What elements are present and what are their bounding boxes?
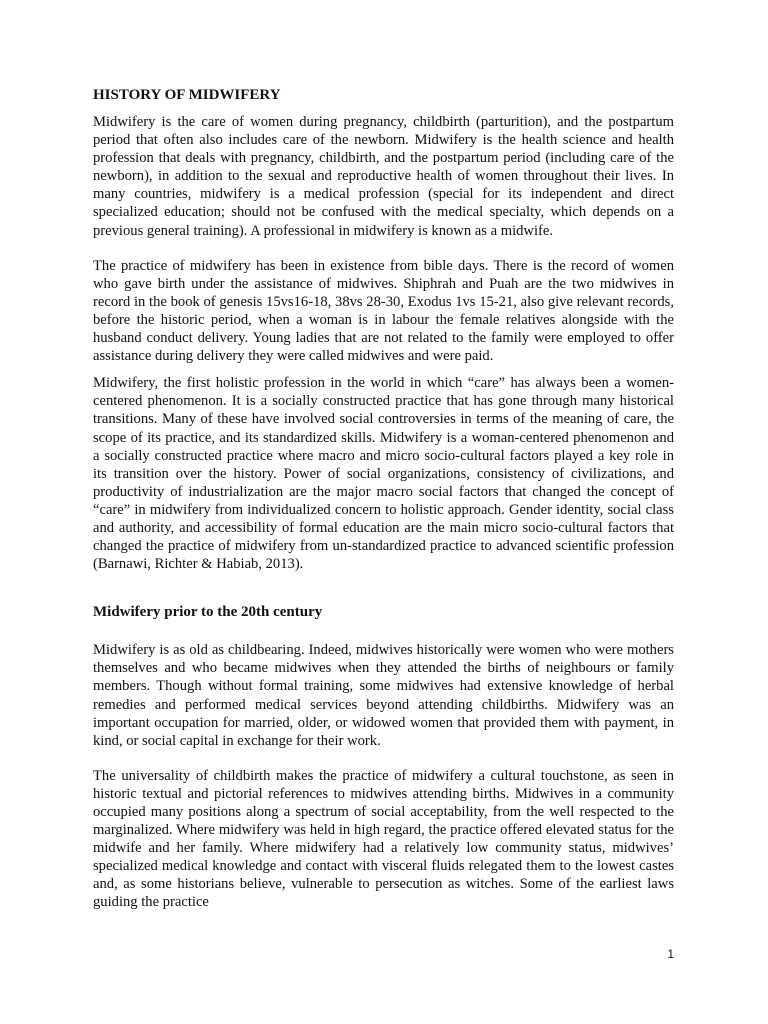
section-heading: Midwifery prior to the 20th century — [93, 604, 323, 621]
paragraph-definition: Midwifery is the care of women during pregnancy, childbirth (parturition), and the postpartum period that often also includes care of the newborn. Midwifery is the health science and health profession that deals with pregnancy, childbirth, and the postpartum period (including care of the newborn), in addition to the sexual and reproductive health of women throughout their lives. In many countries, midwifery is a medical profession (special for its independent and direct specialized education; should not be confused with the medical specialty, which depends on a previous general training). A professional in midwifery is known as a midwife. — [93, 114, 674, 239]
page-number: 1 — [667, 947, 674, 961]
page-content — [93, 86, 674, 912]
paragraph-universality-of-childbirth: The universality of childbirth makes the practice of midwifery a cultural touchstone, as seen in historic textual and pictorial references to midwives attending births. Midwives in a community occupied many positions along a spectrum of social acceptability, from the well respected to the marginalized. Where midwifery was held in high regard, the practice offered elevated status for the midwife and her family. Where midwifery had a relatively low community status, midwives’ specialized medical knowledge and contact with visceral fluids relegated them to the lowest castes and, as some historians believe, vulnerable to persecution as witches. Some of the earliest laws guiding the practice — [93, 767, 674, 911]
paragraph-old-as-childbearing: Midwifery is as old as childbearing. Indeed, midwives historically were women who were mothers themselves and who became midwives when they attended the births of neighbours or family members. Though without formal training, some midwives had extensive knowledge of herbal remedies and performed medical services beyond attending childbirths. Midwifery was an important occupation for married, older, or widowed women that provided them with payment, in kind, or social capital in exchange for their work. — [93, 642, 674, 749]
paragraph-holistic-profession: Midwifery, the first holistic profession in the world in which “care” has always been a women-centered phenomenon. It is a socially constructed practice that has gone through many historical transitions. Many of these have involved social controversies in terms of the meaning of care, the scope of its practice, and its standardized skills. Midwifery is a woman-centered phenomenon and a socially constructed practice where macro and micro socio-cultural factors played a key role in its transition over the history. Power of social organizations, consistency of civilizations, and productivity of industrialization are the major macro social factors that changed the concept of “care” in midwifery from individualized concern to holistic approach. Gender identity, social class and authority, and accessibility of formal education are the main micro socio-cultural factors that changed the practice of midwifery from un-standardized practice to advanced scientific profession (Barnawi, Richter & Habiab, 2013). — [93, 375, 674, 573]
document-title: HISTORY OF MIDWIFERY — [93, 87, 281, 103]
paragraph-bible-history: The practice of midwifery has been in existence from bible days. There is the record of women who gave birth under the assistance of midwives. Shiphrah and Puah are the two midwives in record in the book of genesis 15vs16-18, 38vs 28-30, Exodus 1vs 15-21, also give relevant records, before the historic period, when a woman is in labour the female relatives alongside with the husband conduct delivery. Young ladies that are not related to the family were employed to offer assistance during delivery they were called midwives and were paid. — [93, 257, 674, 365]
